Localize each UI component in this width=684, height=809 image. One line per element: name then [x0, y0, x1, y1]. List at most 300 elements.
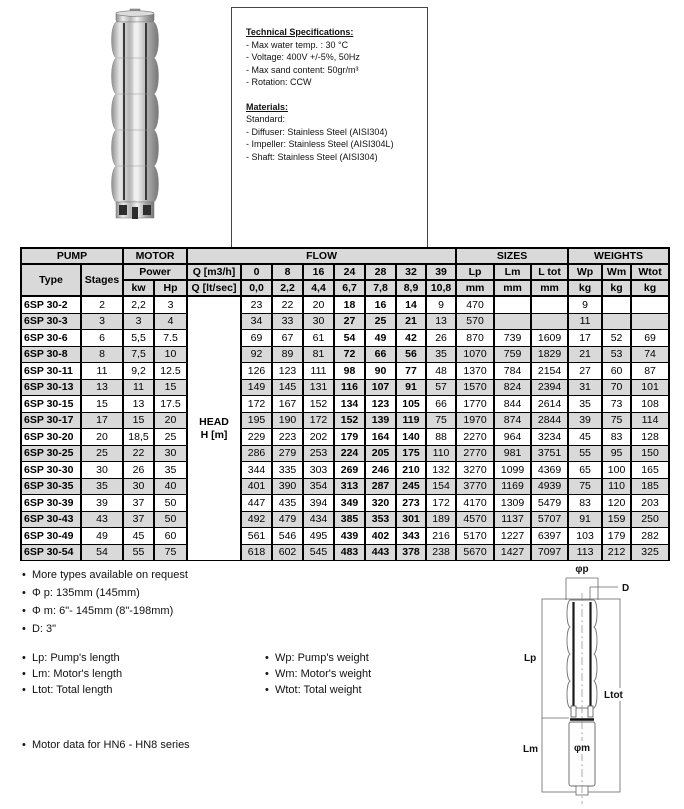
footer-note: • Motor data for HN6 - HN8 series — [22, 736, 190, 754]
cell-type: 6SP 30-20 — [21, 429, 81, 446]
cell-flow-8: 22 — [272, 296, 303, 313]
cell-hp: 75 — [154, 544, 187, 561]
tech-spec-line: - Max water temp. : 30 °C — [246, 39, 349, 50]
col-wtot: Wtot — [631, 264, 669, 280]
cell-ltot: 7097 — [531, 544, 568, 561]
cell-flow-16: 20 — [303, 296, 334, 313]
legend-item: • Wp: Pump's weight — [265, 650, 371, 666]
col-lm: Lm — [494, 264, 531, 280]
cell-flow-28: 90 — [365, 363, 396, 380]
cell-hp: 50 — [154, 495, 187, 512]
material-line: Standard: — [246, 114, 286, 124]
cell-type: 6SP 30-11 — [21, 363, 81, 380]
notes-list — [22, 566, 188, 638]
cell-flow-24: 224 — [334, 445, 365, 462]
unit-ltot-mm: mm — [531, 280, 568, 296]
legend-item: • Lm: Motor's length — [22, 666, 122, 682]
cell-wp: 11 — [568, 313, 602, 330]
col-flow-39: 39 — [426, 264, 456, 280]
cell-flow-24: 72 — [334, 346, 365, 363]
cell-wp: 83 — [568, 495, 602, 512]
legend-item: • Ltot: Total length — [22, 682, 122, 698]
cell-type: 6SP 30-39 — [21, 495, 81, 512]
cell-flow-8: 223 — [272, 429, 303, 446]
cell-ltot: 1609 — [531, 330, 568, 347]
cell-wp: 91 — [568, 511, 602, 528]
tech-spec-line: - Voltage: 400V +/-5%, 50Hz — [246, 52, 360, 62]
cell-hp: 40 — [154, 478, 187, 495]
cell-lp: 3770 — [456, 478, 494, 495]
legend-item: • Lp: Pump's length — [22, 650, 122, 666]
unit-wtot-kg: kg — [631, 280, 669, 296]
cell-type: 6SP 30-8 — [21, 346, 81, 363]
col-ltsec-1: 2,2 — [272, 280, 303, 296]
cell-flow-0: 172 — [241, 396, 272, 413]
spec-box — [231, 7, 428, 251]
cell-flow-28: 443 — [365, 544, 396, 561]
cell-wtot: 203 — [631, 495, 669, 512]
cell-flow-24: 152 — [334, 412, 365, 429]
cell-lm — [494, 296, 531, 313]
cell-wp: 65 — [568, 462, 602, 479]
cell-ltot — [531, 313, 568, 330]
cell-ltot: 1829 — [531, 346, 568, 363]
cell-ltot — [531, 296, 568, 313]
legend-item: • Wtot: Total weight — [265, 682, 371, 698]
cell-flow-8: 123 — [272, 363, 303, 380]
cell-wtot: 185 — [631, 478, 669, 495]
cell-flow-39: 13 — [426, 313, 456, 330]
cell-flow-32: 42 — [396, 330, 426, 347]
material-line: - Diffuser: Stainless Steel (AISI304) — [246, 126, 388, 137]
cell-flow-8: 390 — [272, 478, 303, 495]
cell-flow-39: 216 — [426, 528, 456, 545]
cell-flow-28: 16 — [365, 296, 396, 313]
cell-flow-32: 378 — [396, 544, 426, 561]
cell-flow-28: 49 — [365, 330, 396, 347]
length-legend-list — [22, 650, 122, 698]
cell-flow-39: 26 — [426, 330, 456, 347]
cell-flow-16: 172 — [303, 412, 334, 429]
cell-type: 6SP 30-35 — [21, 478, 81, 495]
cell-wm: 52 — [602, 330, 631, 347]
cell-lp: 2270 — [456, 429, 494, 446]
cell-kw: 5,5 — [123, 330, 154, 347]
cell-flow-39: 48 — [426, 363, 456, 380]
cell-flow-28: 320 — [365, 495, 396, 512]
cell-flow-8: 89 — [272, 346, 303, 363]
tech-spec-line: - Rotation: CCW — [246, 77, 312, 87]
cell-flow-32: 21 — [396, 313, 426, 330]
cell-flow-16: 434 — [303, 511, 334, 528]
col-flow-32: 32 — [396, 264, 426, 280]
cell-wtot: 101 — [631, 379, 669, 396]
table-row — [21, 330, 669, 347]
cell-wtot: 128 — [631, 429, 669, 446]
cell-lp: 2770 — [456, 445, 494, 462]
cell-flow-39: 238 — [426, 544, 456, 561]
cell-wtot: 250 — [631, 511, 669, 528]
cell-flow-8: 602 — [272, 544, 303, 561]
cell-flow-8: 335 — [272, 462, 303, 479]
cell-lm: 1227 — [494, 528, 531, 545]
cell-stages: 15 — [81, 396, 123, 413]
cell-flow-0: 344 — [241, 462, 272, 479]
cell-kw: 7,5 — [123, 346, 154, 363]
cell-flow-24: 27 — [334, 313, 365, 330]
cell-flow-0: 492 — [241, 511, 272, 528]
group-flow: FLOW — [187, 248, 456, 264]
cell-wm: 73 — [602, 396, 631, 413]
cell-wm: 70 — [602, 379, 631, 396]
cell-flow-8: 145 — [272, 379, 303, 396]
cell-hp: 20 — [154, 412, 187, 429]
cell-flow-24: 54 — [334, 330, 365, 347]
cell-lm: 759 — [494, 346, 531, 363]
cell-hp: 7.5 — [154, 330, 187, 347]
cell-flow-32: 301 — [396, 511, 426, 528]
cell-flow-39: 88 — [426, 429, 456, 446]
cell-hp: 10 — [154, 346, 187, 363]
cell-flow-16: 61 — [303, 330, 334, 347]
cell-stages: 54 — [81, 544, 123, 561]
cell-flow-39: 57 — [426, 379, 456, 396]
col-power: Power — [123, 264, 187, 280]
col-stages: Stages — [81, 264, 123, 296]
cell-type: 6SP 30-6 — [21, 330, 81, 347]
cell-hp: 50 — [154, 511, 187, 528]
cell-flow-39: 75 — [426, 412, 456, 429]
col-wm: Wm — [602, 264, 631, 280]
diagram-label-lp: Lp — [524, 653, 537, 664]
cell-ltot: 3751 — [531, 445, 568, 462]
cell-kw: 30 — [123, 478, 154, 495]
cell-wm: 95 — [602, 445, 631, 462]
cell-wm: 120 — [602, 495, 631, 512]
diagram-label-lm: Lm — [523, 744, 538, 755]
material-line: - Shaft: Stainless Steel (AISI304) — [246, 151, 378, 162]
col-wp: Wp — [568, 264, 602, 280]
cell-stages: 20 — [81, 429, 123, 446]
cell-wp: 75 — [568, 478, 602, 495]
cell-type: 6SP 30-25 — [21, 445, 81, 462]
note-item: • More types available on request — [22, 566, 188, 584]
cell-flow-8: 167 — [272, 396, 303, 413]
col-ltsec-3: 6,7 — [334, 280, 365, 296]
cell-stages: 43 — [81, 511, 123, 528]
table-row — [21, 296, 669, 313]
cell-wtot: 325 — [631, 544, 669, 561]
cell-wp: 103 — [568, 528, 602, 545]
group-sizes: SIZES — [456, 248, 568, 264]
cell-lm: 874 — [494, 412, 531, 429]
cell-flow-32: 343 — [396, 528, 426, 545]
col-flow-28: 28 — [365, 264, 396, 280]
col-flow-8: 8 — [272, 264, 303, 280]
cell-flow-32: 91 — [396, 379, 426, 396]
cell-wm: 53 — [602, 346, 631, 363]
cell-lm: 824 — [494, 379, 531, 396]
tech-spec-line: - Max sand content: 50gr/m³ — [246, 64, 359, 75]
cell-flow-39: 110 — [426, 445, 456, 462]
cell-flow-16: 202 — [303, 429, 334, 446]
note-item: • Φ p: 135mm (145mm) — [22, 584, 188, 602]
table-row — [21, 429, 669, 446]
diagram-label-phi-m: φm — [573, 743, 591, 754]
cell-flow-16: 495 — [303, 528, 334, 545]
cell-flow-28: 107 — [365, 379, 396, 396]
cell-wm: 75 — [602, 412, 631, 429]
col-ltsec-5: 8,9 — [396, 280, 426, 296]
cell-lp: 1070 — [456, 346, 494, 363]
cell-flow-32: 77 — [396, 363, 426, 380]
cell-flow-0: 149 — [241, 379, 272, 396]
cell-flow-24: 134 — [334, 396, 365, 413]
cell-type: 6SP 30-30 — [21, 462, 81, 479]
cell-flow-32: 175 — [396, 445, 426, 462]
cell-lp: 470 — [456, 296, 494, 313]
cell-lm — [494, 313, 531, 330]
footer-note-list — [22, 736, 190, 754]
table-row — [21, 495, 669, 512]
cell-kw: 11 — [123, 379, 154, 396]
cell-lp: 4170 — [456, 495, 494, 512]
cell-flow-16: 30 — [303, 313, 334, 330]
cell-flow-8: 190 — [272, 412, 303, 429]
cell-hp: 25 — [154, 429, 187, 446]
cell-wtot: 69 — [631, 330, 669, 347]
cell-flow-16: 303 — [303, 462, 334, 479]
cell-stages: 6 — [81, 330, 123, 347]
cell-wp: 17 — [568, 330, 602, 347]
cell-flow-8: 279 — [272, 445, 303, 462]
col-ltsec-2: 4,4 — [303, 280, 334, 296]
cell-flow-16: 394 — [303, 495, 334, 512]
cell-wtot — [631, 313, 669, 330]
cell-flow-32: 273 — [396, 495, 426, 512]
cell-wtot: 114 — [631, 412, 669, 429]
cell-wtot: 282 — [631, 528, 669, 545]
table-row — [21, 363, 669, 380]
cell-flow-8: 435 — [272, 495, 303, 512]
cell-ltot: 2844 — [531, 412, 568, 429]
cell-ltot: 2614 — [531, 396, 568, 413]
cell-type: 6SP 30-2 — [21, 296, 81, 313]
cell-flow-16: 131 — [303, 379, 334, 396]
cell-stages: 8 — [81, 346, 123, 363]
cell-flow-28: 25 — [365, 313, 396, 330]
cell-flow-16: 152 — [303, 396, 334, 413]
cell-flow-39: 189 — [426, 511, 456, 528]
cell-wtot: 74 — [631, 346, 669, 363]
cell-lm: 981 — [494, 445, 531, 462]
cell-wm: 83 — [602, 429, 631, 446]
group-weights: WEIGHTS — [568, 248, 669, 264]
cell-flow-0: 286 — [241, 445, 272, 462]
cell-flow-24: 439 — [334, 528, 365, 545]
cell-kw: 15 — [123, 412, 154, 429]
cell-stages: 49 — [81, 528, 123, 545]
weight-legend-list — [265, 650, 371, 698]
cell-wtot: 150 — [631, 445, 669, 462]
cell-flow-24: 179 — [334, 429, 365, 446]
col-lp: Lp — [456, 264, 494, 280]
cell-kw: 18,5 — [123, 429, 154, 446]
tech-specs-title: Technical Specifications: — [246, 27, 354, 37]
cell-ltot: 4939 — [531, 478, 568, 495]
cell-flow-32: 14 — [396, 296, 426, 313]
table-row — [21, 396, 669, 413]
col-flow-16: 16 — [303, 264, 334, 280]
cell-flow-28: 353 — [365, 511, 396, 528]
cell-lm: 844 — [494, 396, 531, 413]
cell-wm: 110 — [602, 478, 631, 495]
cell-lp: 870 — [456, 330, 494, 347]
cell-lm: 739 — [494, 330, 531, 347]
table-row — [21, 511, 669, 528]
cell-flow-0: 195 — [241, 412, 272, 429]
cell-flow-28: 246 — [365, 462, 396, 479]
cell-stages: 2 — [81, 296, 123, 313]
cell-flow-24: 116 — [334, 379, 365, 396]
cell-wp: 113 — [568, 544, 602, 561]
cell-hp: 30 — [154, 445, 187, 462]
cell-flow-0: 401 — [241, 478, 272, 495]
cell-flow-8: 479 — [272, 511, 303, 528]
cell-flow-39: 172 — [426, 495, 456, 512]
unit-lm-mm: mm — [494, 280, 531, 296]
materials-title: Materials: — [246, 101, 289, 112]
cell-wm: 60 — [602, 363, 631, 380]
cell-wp: 39 — [568, 412, 602, 429]
cell-kw: 2,2 — [123, 296, 154, 313]
spec-gap — [246, 89, 421, 101]
cell-wp: 55 — [568, 445, 602, 462]
cell-flow-32: 245 — [396, 478, 426, 495]
cell-flow-0: 126 — [241, 363, 272, 380]
cell-flow-39: 35 — [426, 346, 456, 363]
cell-lp: 1770 — [456, 396, 494, 413]
cell-flow-0: 69 — [241, 330, 272, 347]
cell-hp: 15 — [154, 379, 187, 396]
cell-stages: 39 — [81, 495, 123, 512]
cell-lm: 1427 — [494, 544, 531, 561]
cell-flow-16: 354 — [303, 478, 334, 495]
materials-list — [246, 113, 421, 163]
cell-ltot: 4369 — [531, 462, 568, 479]
cell-wtot: 87 — [631, 363, 669, 380]
flow-head-label-cell: HEAD H [m] — [187, 296, 241, 561]
cell-flow-32: 210 — [396, 462, 426, 479]
cell-kw: 13 — [123, 396, 154, 413]
cell-flow-28: 402 — [365, 528, 396, 545]
table-body — [21, 296, 669, 561]
group-motor: MOTOR — [123, 248, 187, 264]
col-q-m3h: Q [m3/h] — [187, 264, 241, 280]
cell-flow-39: 66 — [426, 396, 456, 413]
cell-flow-32: 140 — [396, 429, 426, 446]
cell-flow-24: 98 — [334, 363, 365, 380]
material-line: - Impeller: Stainless Steel (AISI304L) — [246, 139, 394, 149]
cell-flow-39: 154 — [426, 478, 456, 495]
unit-wp-kg: kg — [568, 280, 602, 296]
cell-flow-28: 164 — [365, 429, 396, 446]
cell-flow-0: 618 — [241, 544, 272, 561]
cell-flow-32: 119 — [396, 412, 426, 429]
unit-wm-kg: kg — [602, 280, 631, 296]
table-row — [21, 462, 669, 479]
table-row — [21, 379, 669, 396]
table-row — [21, 478, 669, 495]
col-ltsec-4: 7,8 — [365, 280, 396, 296]
dimension-diagram — [520, 560, 684, 809]
cell-wp: 21 — [568, 346, 602, 363]
cell-flow-28: 139 — [365, 412, 396, 429]
cell-hp: 17.5 — [154, 396, 187, 413]
cell-wp: 9 — [568, 296, 602, 313]
col-ltsec-0: 0,0 — [241, 280, 272, 296]
group-pump: PUMP — [21, 248, 123, 264]
cell-stages: 13 — [81, 379, 123, 396]
cell-lp: 570 — [456, 313, 494, 330]
col-q-ltsec: Q [lt/sec] — [187, 280, 241, 296]
cell-hp: 3 — [154, 296, 187, 313]
cell-wtot: 165 — [631, 462, 669, 479]
cell-lp: 1570 — [456, 379, 494, 396]
cell-lp: 1970 — [456, 412, 494, 429]
cell-flow-0: 229 — [241, 429, 272, 446]
cell-flow-0: 561 — [241, 528, 272, 545]
note-item: • Φ m: 6"- 145mm (8"-198mm) — [22, 602, 188, 620]
cell-wm: 159 — [602, 511, 631, 528]
cell-kw: 26 — [123, 462, 154, 479]
pump-product-photo — [102, 8, 168, 224]
tech-specs-list — [246, 39, 421, 89]
cell-lm: 964 — [494, 429, 531, 446]
cell-lm: 1137 — [494, 511, 531, 528]
cell-lp: 1370 — [456, 363, 494, 380]
cell-stages: 25 — [81, 445, 123, 462]
cell-ltot: 5707 — [531, 511, 568, 528]
cell-flow-24: 483 — [334, 544, 365, 561]
pump-performance-table — [20, 247, 670, 561]
cell-flow-0: 92 — [241, 346, 272, 363]
cell-kw: 3 — [123, 313, 154, 330]
cell-hp: 35 — [154, 462, 187, 479]
cell-lm: 784 — [494, 363, 531, 380]
cell-wp: 31 — [568, 379, 602, 396]
cell-flow-8: 546 — [272, 528, 303, 545]
cell-kw: 9,2 — [123, 363, 154, 380]
cell-stages: 30 — [81, 462, 123, 479]
cell-flow-39: 9 — [426, 296, 456, 313]
cell-flow-24: 269 — [334, 462, 365, 479]
col-flow-0: 0 — [241, 264, 272, 280]
cell-flow-32: 105 — [396, 396, 426, 413]
cell-kw: 45 — [123, 528, 154, 545]
cell-ltot: 5479 — [531, 495, 568, 512]
cell-lp: 5670 — [456, 544, 494, 561]
cell-type: 6SP 30-54 — [21, 544, 81, 561]
cell-flow-24: 349 — [334, 495, 365, 512]
cell-flow-16: 253 — [303, 445, 334, 462]
cell-stages: 3 — [81, 313, 123, 330]
table-row — [21, 412, 669, 429]
cell-lp: 5170 — [456, 528, 494, 545]
cell-flow-8: 67 — [272, 330, 303, 347]
cell-ltot: 2154 — [531, 363, 568, 380]
cell-type: 6SP 30-17 — [21, 412, 81, 429]
